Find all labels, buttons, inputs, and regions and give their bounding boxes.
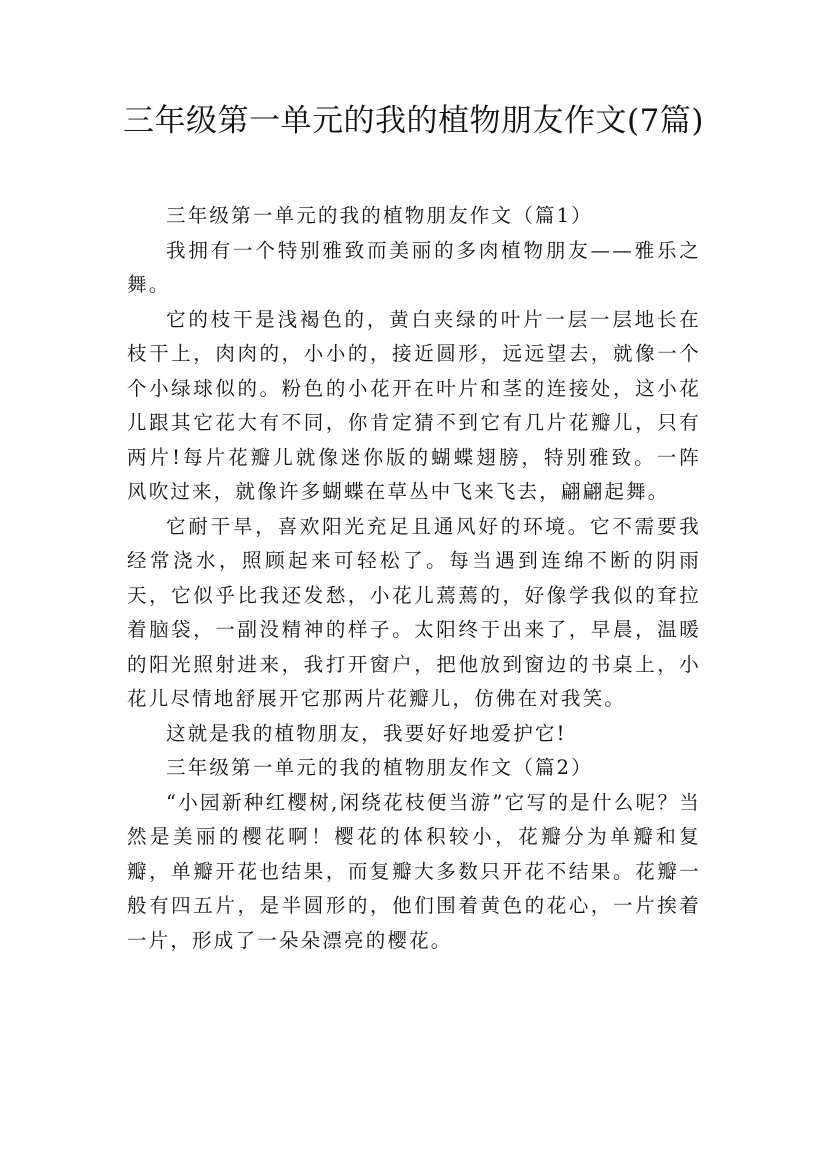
document-body [127, 199, 701, 958]
section-heading-2: 三年级第一单元的我的植物朋友作文（篇2） [166, 756, 593, 779]
body-paragraph: 这就是我的植物朋友，我要好好地爱护它! [166, 721, 567, 745]
body-paragraph: 它的枝干是浅褐色的，黄白夹绿的叶片一层一层地长在枝干上，肉肉的，小小的，接近圆形，远远望去，就像一个个小绿球似的。粉色的小花开在叶片和茎的连接处，这小花儿跟其它花大有不同，你肯定猜不到它有几片花瓣儿，只有两片!每片花瓣儿就像迷你版的蝴蝶翅膀，特别雅致。一阵风吹过来，就像许多蝴蝶在草丛中飞来飞去，翩翩起舞。 [127, 307, 701, 503]
body-paragraph: 它耐干旱，喜欢阳光充足且通风好的环境。它不需要我经常浇水，照顾起来可轻松了。每当遇到连绵不断的阴雨天，它似乎比我还发愁，小花儿蔫蔫的，好像学我似的耷拉着脑袋，一副没精神的样子。太阳终于出来了，早晨，温暖的阳光照射进来，我打开窗户，把他放到窗边的书桌上，小花儿尽情地舒展开它那两片花瓣儿，仿佛在对我笑。 [127, 514, 701, 710]
section-heading-1: 三年级第一单元的我的植物朋友作文（篇1） [166, 204, 593, 227]
document-title: 三年级第一单元的我的植物朋友作文(7篇) [123, 103, 704, 139]
body-paragraph: “小园新种红樱树,闲绕花枝便当游”它写的是什么呢？当然是美丽的樱花啊！樱花的体积较小，花瓣分为单瓣和复瓣，单瓣开花也结果，而复瓣大多数只开花不结果。花瓣一般有四五片，是半圆形的，他们围着黄色的花心，一片挨着一片，形成了一朵朵漂亮的樱花。 [127, 790, 701, 952]
body-paragraph: 我拥有一个特别雅致而美丽的多肉植物朋友——雅乐之舞。 [127, 238, 701, 296]
